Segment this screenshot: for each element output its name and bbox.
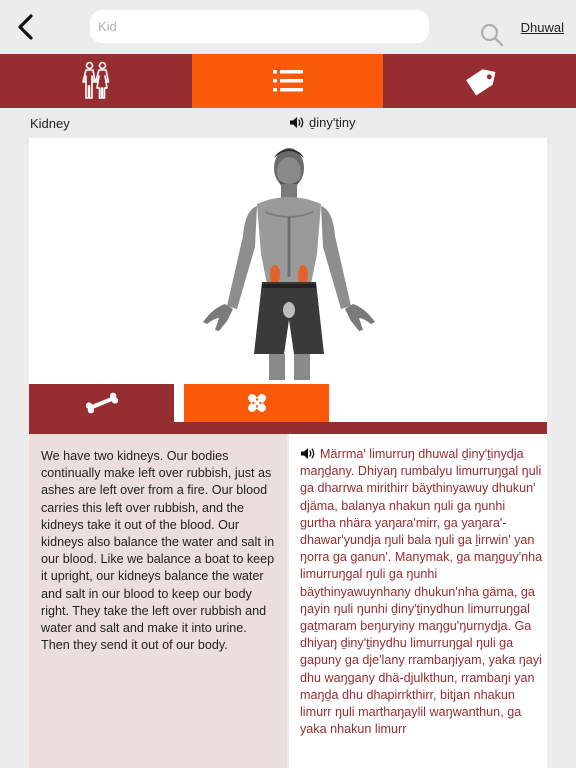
top-bar bbox=[0, 0, 576, 54]
english-description bbox=[29, 434, 287, 768]
people-icon bbox=[81, 61, 111, 101]
yolngu-description-paragraph bbox=[300, 446, 543, 738]
tag-icon bbox=[464, 66, 496, 96]
search-box bbox=[90, 10, 429, 43]
tab-list[interactable] bbox=[192, 54, 383, 108]
section-divider bbox=[29, 422, 547, 434]
category-tab-bar bbox=[0, 54, 576, 108]
search-input[interactable] bbox=[98, 16, 388, 37]
language-link[interactable]: Dhuwal bbox=[520, 20, 564, 35]
body-image-panel bbox=[29, 138, 547, 384]
bone-icon bbox=[84, 391, 120, 415]
yolngu-description bbox=[289, 434, 547, 768]
organs-icon bbox=[245, 391, 269, 415]
speaker-icon[interactable] bbox=[289, 116, 305, 129]
entry-yolngu-word[interactable] bbox=[289, 115, 356, 130]
search-icon[interactable] bbox=[480, 23, 504, 47]
tab-tag[interactable] bbox=[383, 54, 576, 108]
english-description-text: We have two kidneys. Our bodies continually make left over rubbish, just as ashes are left over from a fire. Our blood carries this left over rubbish, and the kidneys take it out of the blood. Our kidneys also balance the water and salt in our blood. Like we balance a boat to keep it upright, our kidneys balance the water and salt in our blood to keep our body right. They take the left over rubbish and water and salt and make it into urine. Then they send it out of our body. bbox=[41, 449, 275, 653]
back-button[interactable] bbox=[14, 14, 40, 40]
list-icon bbox=[273, 69, 303, 93]
entry-header bbox=[0, 108, 576, 138]
yolngu-description-text: Märrma' limurruŋ dhuwal ḏiny'ṯinydja maŋḏany. Dhiyaŋ rumbalyu limurruŋgal ŋuli ga dharrwa mirithirr bäythinyawuy dhukun' djäma, balanya nhakun ŋuli ga ŋunhi gurtha nhära yaŋara'mirr, ga yaŋara'-dhawar'yundja ŋuli bala ŋuli ga ḻirrwin' yan ŋorra ga ganun'. Manymak, ga maŋguy'nha limurruŋgal ŋuli ga ŋunhi bäythinyawuynhany dhukun'nha gäma, ga ŋayin ŋuli ŋunhi ḏiny'ṯinydhun limurruŋgal gaṯmaram beŋuryiny maŋgu'ŋurnydja. Ga dhiyaŋ ḏiny'ṯinydhu limurruŋgal ŋuli ga gapuny ga dje'lany rrambaŋiyam, yaka ŋayi dhu waŋgany dhä-djulkthun, rrambaŋi yan maŋḏa dhu dhapirrkthirr, bitjan nhakun limurr ŋuli marthaŋaylil waŋwanthun, ga yaka nhakun limurr bbox=[300, 447, 543, 737]
tab-bones[interactable] bbox=[29, 384, 174, 422]
tab-people[interactable] bbox=[0, 54, 192, 108]
chevron-left-icon bbox=[14, 14, 40, 40]
yolngu-word-label: ḏiny'ṯiny bbox=[309, 115, 356, 130]
tab-organs[interactable] bbox=[184, 384, 329, 422]
speaker-icon[interactable] bbox=[300, 447, 316, 460]
entry-english-word: Kidney bbox=[30, 116, 70, 131]
detail-tab-bar bbox=[29, 384, 547, 422]
body-figure-image bbox=[199, 142, 379, 380]
